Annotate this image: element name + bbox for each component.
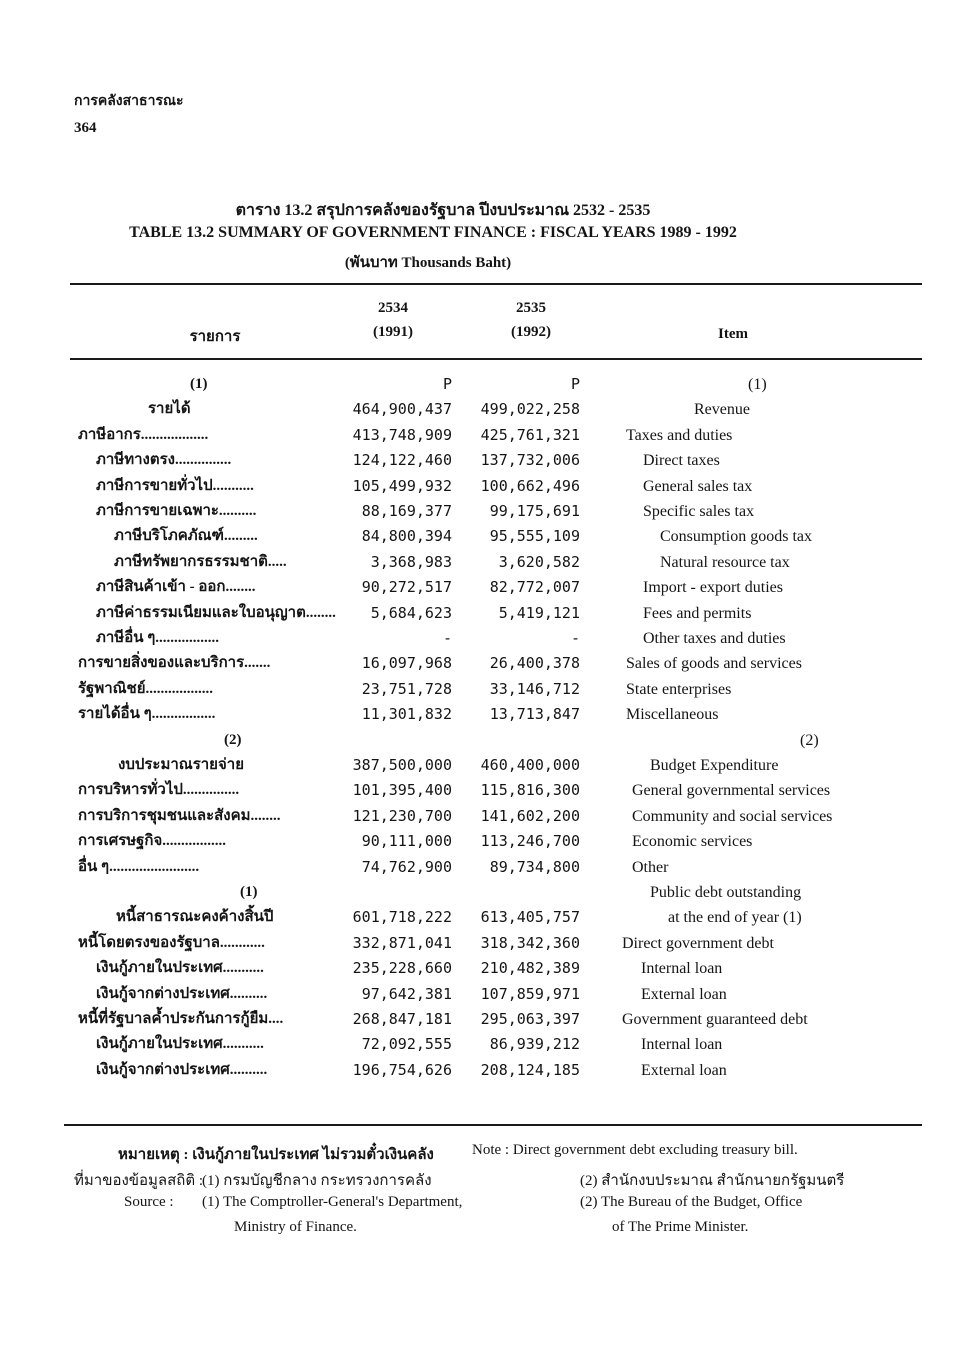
row-label-thai: การขายสิ่งของและบริการ....... <box>78 655 271 672</box>
source2-thai: (2) สำนักงบประมาณ สำนักนายกรัฐมนตรี <box>580 1173 845 1189</box>
row-label-english: External loan <box>641 985 727 1003</box>
column-header-col1-year-thai: 2534 <box>378 300 408 316</box>
row-value-1992: 141,602,200 <box>480 806 580 825</box>
row-label-thai: (1) <box>240 884 258 900</box>
row-label-thai: ภาษีอื่น ๆ................. <box>96 630 220 646</box>
column-header-col1-year: (1991) <box>373 324 413 340</box>
source1-en-line2: Ministry of Finance. <box>234 1219 357 1235</box>
row-value-1992: 99,175,691 <box>489 502 580 520</box>
row-label-english: Sales of goods and services <box>626 655 802 673</box>
row-value-1991: 235,228,660 <box>352 959 452 978</box>
row-label-english: Other <box>632 858 669 876</box>
row-label-thai: รัฐพาณิชย์.................. <box>78 680 214 697</box>
row-value-1991: 90,272,517 <box>361 578 452 597</box>
row-value-1991: 97,642,381 <box>361 984 452 1003</box>
source1-en-line1: (1) The Comptroller-General's Department, <box>202 1194 463 1210</box>
row-value-1991: 124,122,460 <box>352 451 452 470</box>
row-label-english: Specific sales tax <box>643 503 755 520</box>
table-row <box>0 423 966 448</box>
row-label-english: Public debt outstanding <box>650 884 802 901</box>
table-row <box>0 626 966 651</box>
row-value-1992: 5,419,121 <box>498 603 580 622</box>
row-value-1992: - <box>570 629 580 647</box>
row-label-english: Budget Expenditure <box>650 757 779 774</box>
row-label-thai: งบประมาณรายจ่าย <box>118 757 244 773</box>
row-value-1991: 105,499,932 <box>352 476 452 495</box>
row-label-thai: เงินกู้จากต่างประเทศ.......... <box>96 985 268 1002</box>
table-row <box>0 1007 966 1032</box>
row-label-thai: หนี้ที่รัฐบาลค้ำประกันการกู้ยืม.... <box>78 1011 284 1027</box>
row-value-1991: 88,169,377 <box>361 502 452 520</box>
row-value-1991: 72,092,555 <box>361 1035 452 1054</box>
table-row <box>0 575 966 600</box>
row-label-english: Government guaranteed debt <box>622 1011 808 1028</box>
table-row <box>0 728 966 753</box>
row-label-thai: อื่น ๆ........................ <box>78 858 200 875</box>
row-label-thai: ภาษีทรัพยากรธรรมชาติ..... <box>114 553 287 570</box>
table-row <box>0 880 966 905</box>
table-row <box>0 499 966 524</box>
source-label-thai: ที่มาของข้อมูลสถิติ : <box>74 1173 204 1189</box>
table-row <box>0 804 966 829</box>
row-label-english: Fees and permits <box>643 604 752 622</box>
row-label-english: Revenue <box>694 401 750 419</box>
column-header-col2-year: (1992) <box>511 324 551 340</box>
row-label-thai: การเศรษฐกิจ................. <box>78 833 227 850</box>
row-label-english: at the end of year (1) <box>668 909 802 927</box>
row-value-1992: 613,405,757 <box>480 908 580 927</box>
row-label-thai: ภาษีทางตรง............... <box>96 452 232 469</box>
row-value-1992: 113,246,700 <box>480 832 580 851</box>
row-value-1991: 101,395,400 <box>352 781 452 800</box>
table-unit: (พันบาท Thousands Baht) <box>344 255 512 271</box>
note-label-thai: หมายเหตุ : <box>118 1147 189 1163</box>
table-row <box>0 601 966 626</box>
page-number: 364 <box>74 120 97 136</box>
row-value-1992: 82,772,007 <box>489 578 580 597</box>
row-value-1991: - <box>442 629 452 647</box>
row-value-1991: 601,718,222 <box>352 908 452 927</box>
row-value-1992: 318,342,360 <box>480 933 580 952</box>
row-value-1992: 33,146,712 <box>489 679 580 698</box>
row-label-english: General governmental services <box>632 782 831 800</box>
row-value-1991: 16,097,968 <box>361 654 452 673</box>
row-value-1992: 100,662,496 <box>480 476 580 495</box>
row-value-1992: 107,859,971 <box>480 984 580 1003</box>
source2-en-line1: (2) The Bureau of the Budget, Office <box>580 1194 803 1210</box>
column-header-item-thai: รายการ <box>189 329 241 345</box>
table-row <box>0 474 966 499</box>
row-value-1991: 196,754,626 <box>352 1060 452 1079</box>
row-label-thai: รายได้อื่น ๆ................. <box>78 706 216 723</box>
note-english: Note : Direct government debt excluding treasury bill. <box>472 1142 798 1158</box>
table-row <box>0 956 966 981</box>
row-value-1991: 3,368,983 <box>370 552 452 571</box>
row-label-english: Miscellaneous <box>626 706 719 724</box>
table-row <box>0 931 966 956</box>
table-row <box>0 905 966 930</box>
row-value-1991: 413,748,909 <box>352 425 452 444</box>
table-row <box>0 397 966 422</box>
row-value-1992: 26,400,378 <box>489 654 580 673</box>
table-row <box>0 702 966 727</box>
table-row <box>0 550 966 575</box>
row-value-1992: 210,482,389 <box>480 959 580 978</box>
row-label-english: Other taxes and duties <box>643 630 786 647</box>
row-value-1992: 208,124,185 <box>480 1060 580 1079</box>
note-text-thai: เงินกู้ภายในประเทศ ไม่รวมตั๋วเงินคลัง <box>192 1147 434 1163</box>
row-label-thai: ภาษีการขายเฉพาะ.......... <box>96 503 257 519</box>
table-row <box>0 651 966 676</box>
row-label-thai: ภาษีอากร.................. <box>78 426 209 443</box>
table-row <box>0 1058 966 1083</box>
row-value-1992: 295,063,397 <box>480 1010 580 1028</box>
row-label-english: Direct taxes <box>643 452 720 470</box>
row-label-thai: การบริหารทั่วไป............... <box>78 782 240 799</box>
row-value-1992: 95,555,109 <box>489 527 580 546</box>
row-label-english: Import - export duties <box>643 579 783 597</box>
table-row <box>0 829 966 854</box>
row-value-1992: 499,022,258 <box>480 400 580 419</box>
column-header-col2-year-thai: 2535 <box>516 300 546 316</box>
row-value-1991: 268,847,181 <box>352 1010 452 1028</box>
row-value-1992: 460,400,000 <box>480 756 580 774</box>
row-value-1991: 84,800,394 <box>361 527 452 546</box>
table-row <box>0 524 966 549</box>
row-value-1991: 464,900,437 <box>352 400 452 419</box>
row-label-english: General sales tax <box>643 477 753 495</box>
row-value-1991: 332,871,041 <box>352 933 452 952</box>
row-label-thai: รายได้ <box>148 401 191 418</box>
row-value-1991: 121,230,700 <box>352 806 452 825</box>
row-value-1992: 3,620,582 <box>498 552 580 571</box>
row-value-1992: 89,734,800 <box>489 857 580 876</box>
table-row <box>0 753 966 778</box>
table-row <box>0 982 966 1007</box>
row-value-1991: P <box>442 375 452 393</box>
row-label-english: Natural resource tax <box>660 553 790 571</box>
table-row <box>0 1032 966 1057</box>
column-header-item-en: Item <box>718 326 748 342</box>
row-label-thai: เงินกู้จากต่างประเทศ.......... <box>96 1061 268 1078</box>
source2-en-line2: of The Prime Minister. <box>612 1219 749 1235</box>
row-value-1991: 5,684,623 <box>370 603 452 622</box>
table-title-english: TABLE 13.2 SUMMARY OF GOVERNMENT FINANCE : FISCAL YEARS 1989 - 1992 <box>129 224 737 241</box>
row-value-1992: 13,713,847 <box>489 705 580 724</box>
row-value-1992: P <box>570 375 580 393</box>
row-label-thai: ภาษีค่าธรรมเนียมและใบอนุญาต........ <box>96 604 336 621</box>
row-label-english: Internal loan <box>641 1036 723 1054</box>
row-value-1992: 115,816,300 <box>480 781 580 800</box>
row-label-thai: ภาษีบริโภคภัณฑ์......... <box>114 528 258 545</box>
row-label-english: Direct government debt <box>622 934 774 952</box>
row-value-1992: 86,939,212 <box>489 1035 580 1054</box>
row-value-1991: 23,751,728 <box>361 679 452 698</box>
table-top-rule <box>70 283 922 285</box>
row-value-1992: 137,732,006 <box>480 451 580 470</box>
note-thai <box>118 1142 434 1166</box>
row-label-english: External loan <box>641 1061 727 1079</box>
row-label-thai: ภาษีสินค้าเข้า - ออก........ <box>96 579 256 596</box>
row-label-thai: การบริการชุมชนและสังคม........ <box>78 807 281 824</box>
row-label-thai: เงินกู้ภายในประเทศ........... <box>96 960 264 977</box>
row-label-english: (2) <box>800 731 819 749</box>
source-label-en: Source : <box>124 1194 174 1210</box>
row-label-english: (1) <box>748 376 767 393</box>
source1-thai: (1) กรมบัญชีกลาง กระทรวงการคลัง <box>202 1173 432 1189</box>
row-label-english: Internal loan <box>641 960 723 978</box>
table-row <box>0 778 966 803</box>
row-label-thai: (1) <box>190 376 208 392</box>
row-value-1992: 425,761,321 <box>480 425 580 444</box>
row-label-english: Consumption goods tax <box>660 528 813 546</box>
row-label-thai: ภาษีการขายทั่วไป........... <box>96 477 254 494</box>
row-label-english: Taxes and duties <box>626 426 733 444</box>
table-row <box>0 448 966 473</box>
row-label-thai: เงินกู้ภายในประเทศ........... <box>96 1036 264 1053</box>
header-bottom-rule <box>70 358 922 360</box>
row-label-thai: หนี้สาธารณะคงค้างสิ้นปี <box>116 909 274 926</box>
row-value-1991: 11,301,832 <box>361 705 452 724</box>
row-label-english: State enterprises <box>626 680 732 698</box>
table-row <box>0 372 966 397</box>
section-header: การคลังสาธารณะ <box>74 94 184 109</box>
table-title-thai: ตาราง 13.2 สรุปการคลังของรัฐบาล ปีงบประมาณ 2532 - 2535 <box>235 202 651 219</box>
row-label-thai: (2) <box>224 731 242 748</box>
row-label-english: Economic services <box>632 833 753 851</box>
table-row <box>0 677 966 702</box>
table-bottom-rule <box>64 1124 922 1126</box>
table-row <box>0 855 966 880</box>
row-label-thai: หนี้โดยตรงของรัฐบาล............ <box>78 934 265 951</box>
row-value-1991: 387,500,000 <box>352 756 452 774</box>
row-label-english: Community and social services <box>632 807 833 825</box>
row-value-1991: 74,762,900 <box>361 857 452 876</box>
row-value-1991: 90,111,000 <box>361 832 452 851</box>
